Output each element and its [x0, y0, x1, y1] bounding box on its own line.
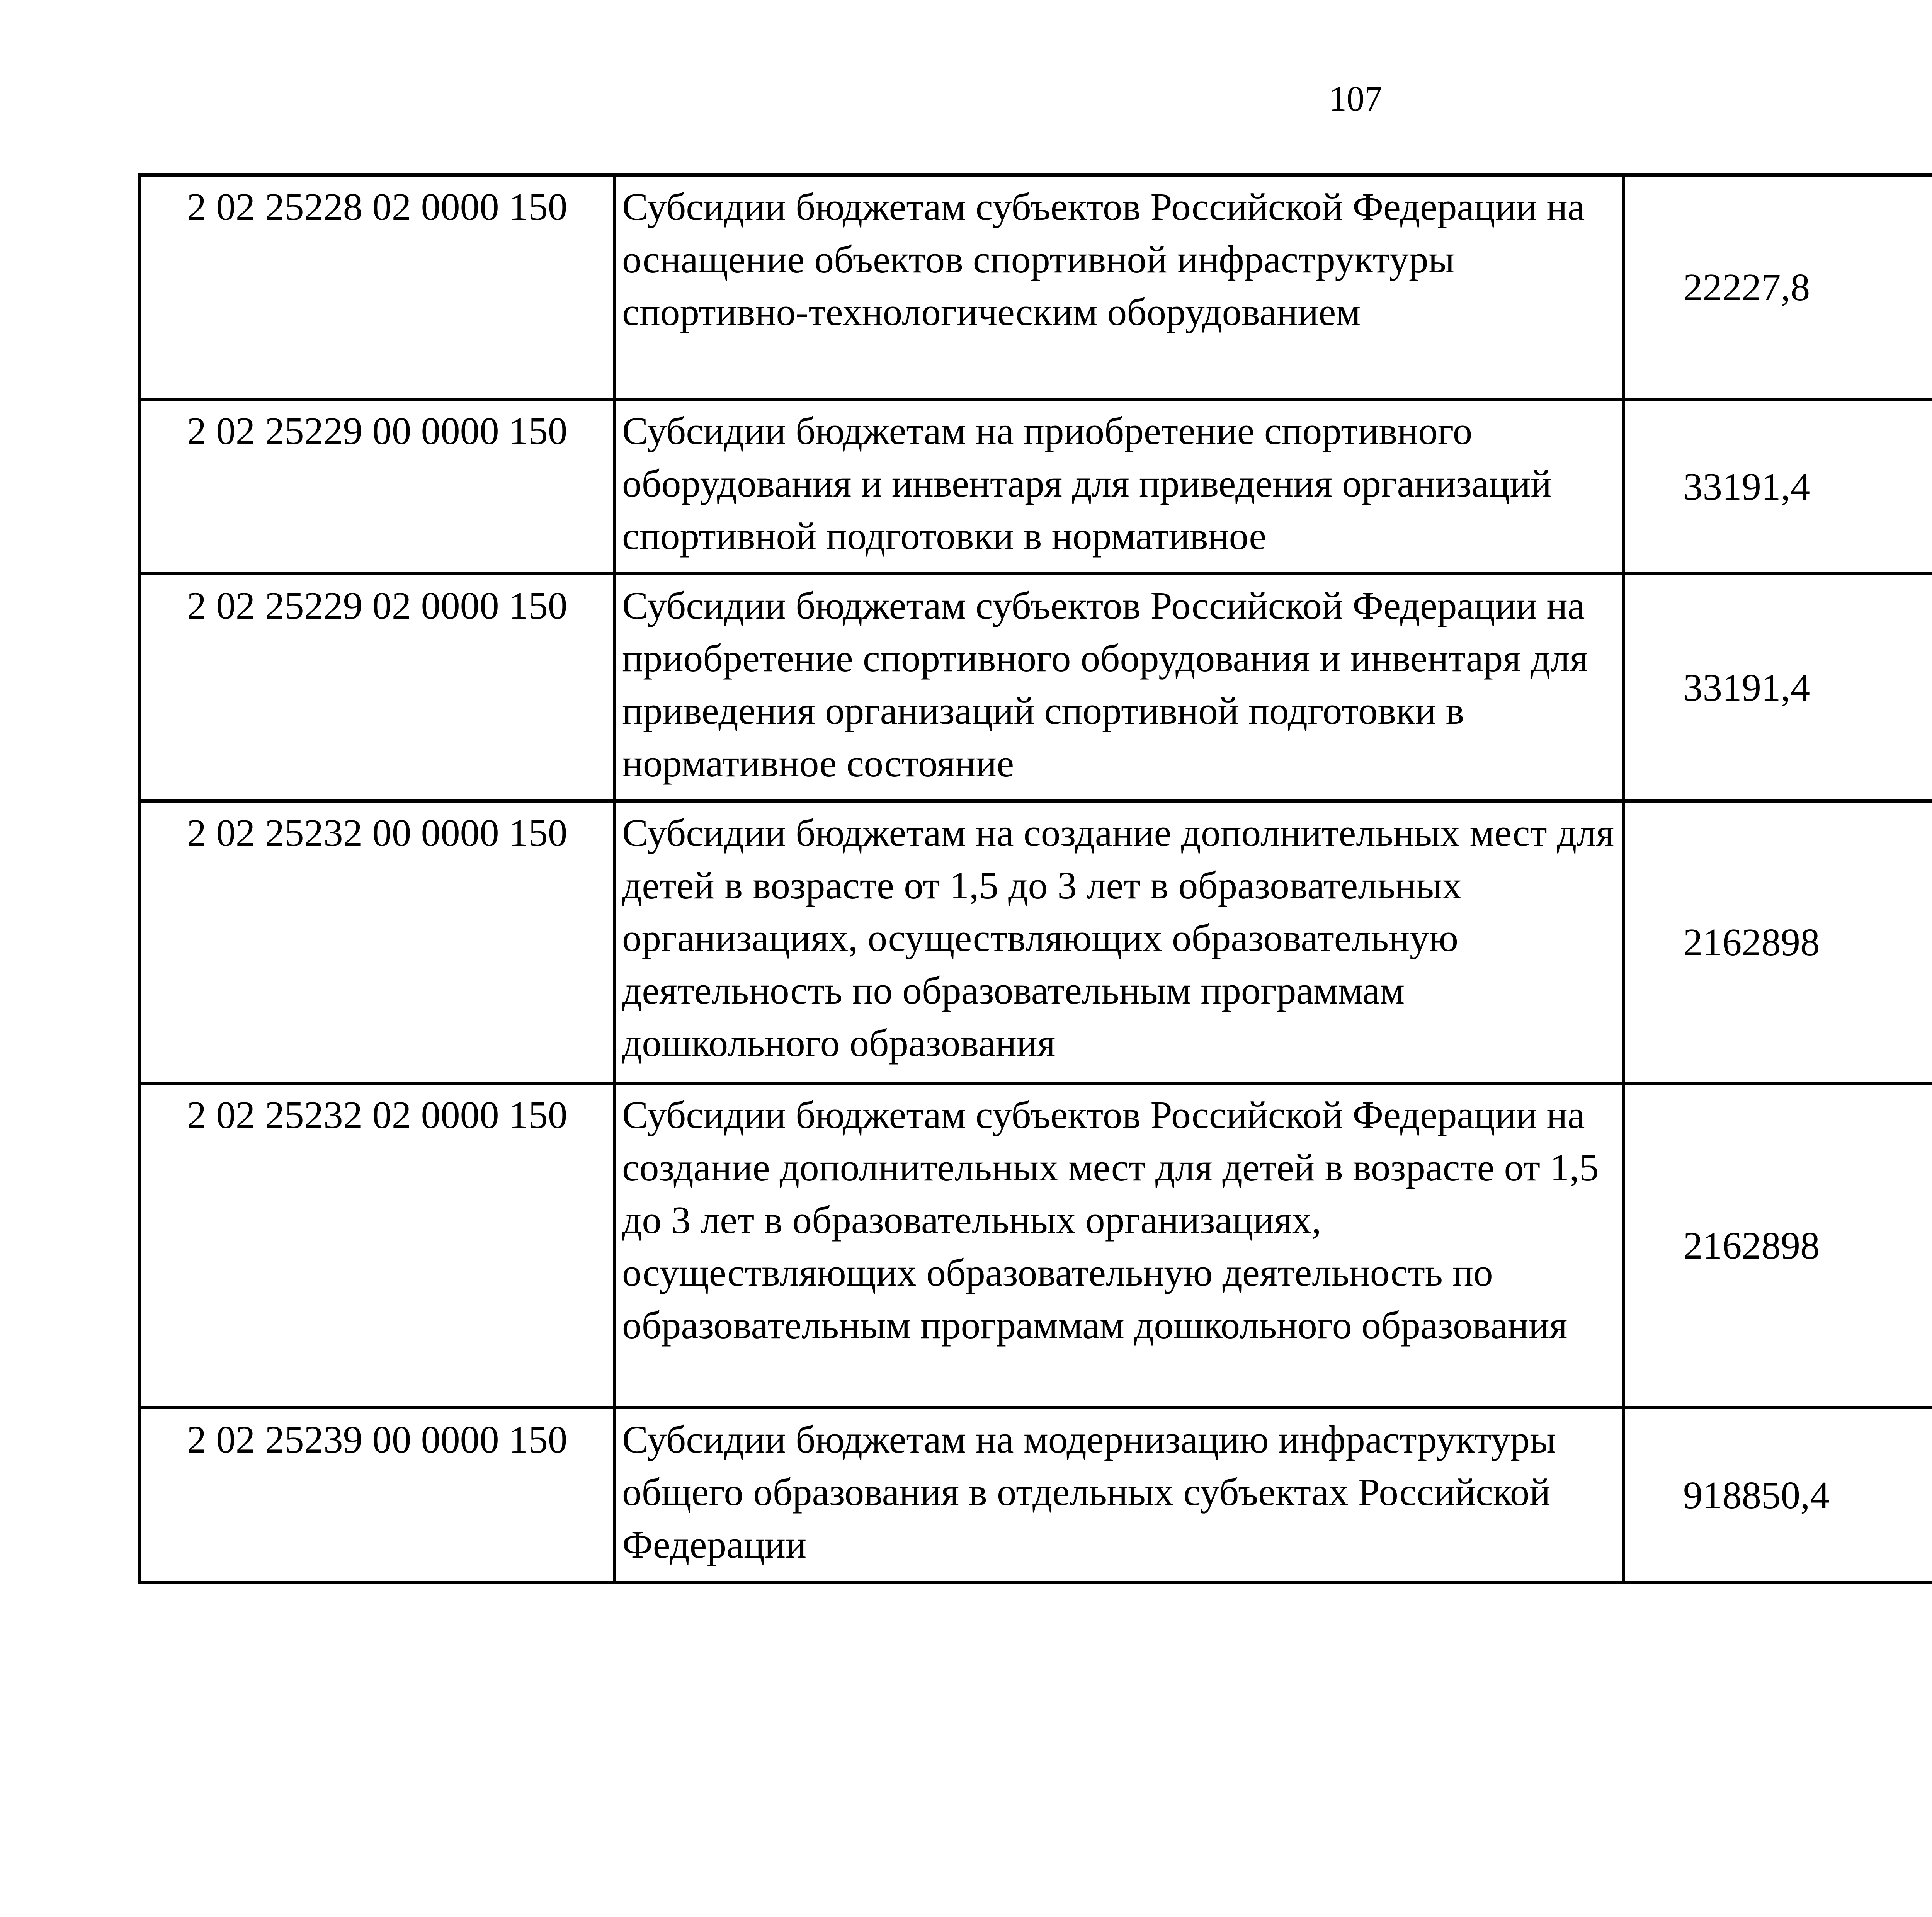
- budget-code-cell: 2 02 25239 00 0000 150: [140, 1408, 614, 1582]
- table-row: [140, 574, 1932, 801]
- amount-year-1-cell: 22227,8: [1624, 175, 1932, 399]
- table-row: [140, 175, 1932, 399]
- amount-year-1-cell: 2162898: [1624, 801, 1932, 1083]
- amount-year-1-cell: 33191,4: [1624, 574, 1932, 801]
- table-row: [140, 1083, 1932, 1408]
- table-row: [140, 801, 1932, 1083]
- table-row: [140, 1408, 1932, 1582]
- budget-code-cell: 2 02 25228 02 0000 150: [140, 175, 614, 399]
- budget-table: [138, 173, 1932, 1584]
- budget-code-cell: 2 02 25229 00 0000 150: [140, 399, 614, 574]
- description-cell: Субсидии бюджетам на приобретение спортивного оборудования и инвентаря для приведения организаций спортивной подготовки в нормативное: [614, 399, 1624, 574]
- description-cell: Субсидии бюджетам субъектов Российской Федерации на оснащение объектов спортивной инфраструктуры спортивно-технологическим оборудованием: [614, 175, 1624, 399]
- description-cell: Субсидии бюджетам субъектов Российской Федерации на создание дополнительных мест для детей в возрасте от 1,5 до 3 лет в образовательных организациях, осуществляющих образовательную деятельность по образовательным программам дошкольного образования: [614, 1083, 1624, 1408]
- description-cell: Субсидии бюджетам субъектов Российской Федерации на приобретение спортивного оборудования и инвентаря для приведения организаций спортивной подготовки в нормативное состояние: [614, 574, 1624, 801]
- budget-code-cell: 2 02 25232 02 0000 150: [140, 1083, 614, 1408]
- description-cell: Субсидии бюджетам на модернизацию инфраструктуры общего образования в отдельных субъектах Российской Федерации: [614, 1408, 1624, 1582]
- page-number: 107: [1329, 79, 1382, 118]
- budget-code-cell: 2 02 25229 02 0000 150: [140, 574, 614, 801]
- amount-year-1-cell: 33191,4: [1624, 399, 1932, 574]
- table-row: [140, 399, 1932, 574]
- amount-year-1-cell: 2162898: [1624, 1083, 1932, 1408]
- description-cell: Субсидии бюджетам на создание дополнительных мест для детей в возрасте от 1,5 до 3 лет в образовательных организациях, осуществляющих образовательную деятельность по образовательным программам дошкольного образования: [614, 801, 1624, 1083]
- amount-year-1-cell: 918850,4: [1624, 1408, 1932, 1582]
- budget-code-cell: 2 02 25232 00 0000 150: [140, 801, 614, 1083]
